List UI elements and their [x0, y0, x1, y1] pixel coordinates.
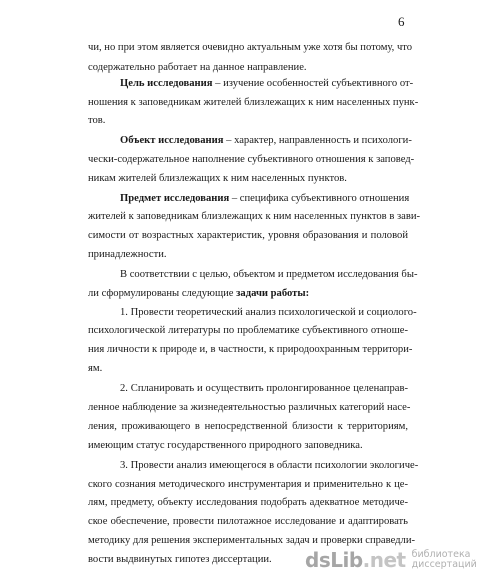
text-line — [88, 114, 408, 128]
text-line — [120, 382, 408, 396]
text-line — [88, 229, 408, 243]
text-line — [88, 420, 408, 434]
text-line — [88, 153, 415, 167]
text-line — [120, 134, 412, 148]
text-line — [88, 324, 408, 338]
text-line — [120, 306, 417, 320]
line-text: ния личности к природе и, в частности, к природоохранным территори- — [88, 344, 413, 355]
text-line — [120, 192, 408, 206]
text-line — [88, 287, 408, 301]
text-line — [88, 478, 408, 492]
watermark-logo: dsLib.net — [305, 548, 406, 572]
line-text: симости от возрастных характеристик, уровня образования и половой — [88, 230, 408, 241]
bold-term: Объект исследования — [120, 135, 224, 146]
text-line — [120, 268, 418, 282]
text-line — [88, 515, 408, 529]
text-line — [88, 553, 308, 567]
line-text: содержательно работает на данное направление. — [88, 62, 307, 73]
line-text: В соответствии с целью, объектом и предметом исследования бы- — [120, 269, 418, 280]
bold-term: задачи работы: — [236, 288, 310, 299]
line-text: психологической литературы по проблематике субъективного отноше- — [88, 325, 408, 336]
text-line — [88, 496, 408, 510]
line-text: ления, проживающего в непосредственной близости к территориям, — [88, 421, 408, 432]
watermark-subtitle: библиотека диссертаций — [411, 549, 477, 570]
line-text: тов. — [88, 115, 106, 126]
text-line — [88, 439, 408, 453]
line-text: 1. Провести теоретический анализ психологической и социолого- — [120, 307, 417, 318]
text-line — [120, 77, 414, 91]
text-line — [88, 401, 411, 415]
line-text: принадлежности. — [88, 249, 167, 260]
line-text: ленное наблюдение за жизнедеятельностью различных категорий насе- — [88, 402, 411, 413]
line-text: 2. Спланировать и осуществить пролонгированное целенаправ- — [120, 383, 408, 394]
text-line — [88, 362, 408, 376]
line-text: – специфика субъективного отношения — [229, 193, 410, 204]
text-line — [88, 343, 413, 357]
page-number: 6 — [398, 14, 405, 29]
line-text: ского сознания методического инструментария и применительно к це- — [88, 479, 408, 490]
line-text: вости выдвинутых гипотез диссертации. — [88, 554, 272, 565]
watermark — [305, 548, 482, 572]
text-line — [88, 61, 408, 75]
line-text: ям. — [88, 363, 103, 374]
line-text: методику для решения экспериментальных задач и проверки справедли- — [88, 535, 416, 546]
line-text: жителей к заповедникам близлежащих к ним населенных пунктов в зави- — [88, 211, 421, 222]
line-text: чи, но при этом является очевидно актуальным уже хотя бы потому, что — [88, 42, 413, 53]
text-line — [88, 96, 419, 110]
text-line — [88, 172, 408, 186]
line-text: чески-содержательное наполнение субъективного отношения к заповед- — [88, 154, 415, 165]
line-text: 3. Провести анализ имеющегося в области психологии экологиче- — [120, 460, 419, 471]
line-text: – изучение особенностей субъективного от- — [212, 78, 414, 89]
text-line — [88, 534, 416, 548]
text-line — [88, 248, 408, 262]
line-text: имеющим статус государственного природного заповедника. — [88, 440, 363, 451]
line-text: никам жителей близлежащих к ним населенных пунктов. — [88, 173, 347, 184]
line-text: – характер, направленность и психологи- — [223, 135, 412, 146]
line-text: ношения к заповедникам жителей близлежащих к ним населенных пунк- — [88, 97, 419, 108]
line-text: ли сформулированы следующие — [88, 288, 237, 299]
bold-term: Цель исследования — [120, 78, 213, 89]
line-text: лям, предмету, объекту исследования подобрать адекватное методиче- — [88, 497, 408, 508]
line-text: ское обеспечение, провести пилотажное исследование и адаптировать — [88, 516, 408, 527]
text-line — [88, 41, 413, 55]
text-line — [120, 459, 419, 473]
text-line — [88, 210, 421, 224]
bold-term: Предмет исследования — [120, 193, 230, 204]
